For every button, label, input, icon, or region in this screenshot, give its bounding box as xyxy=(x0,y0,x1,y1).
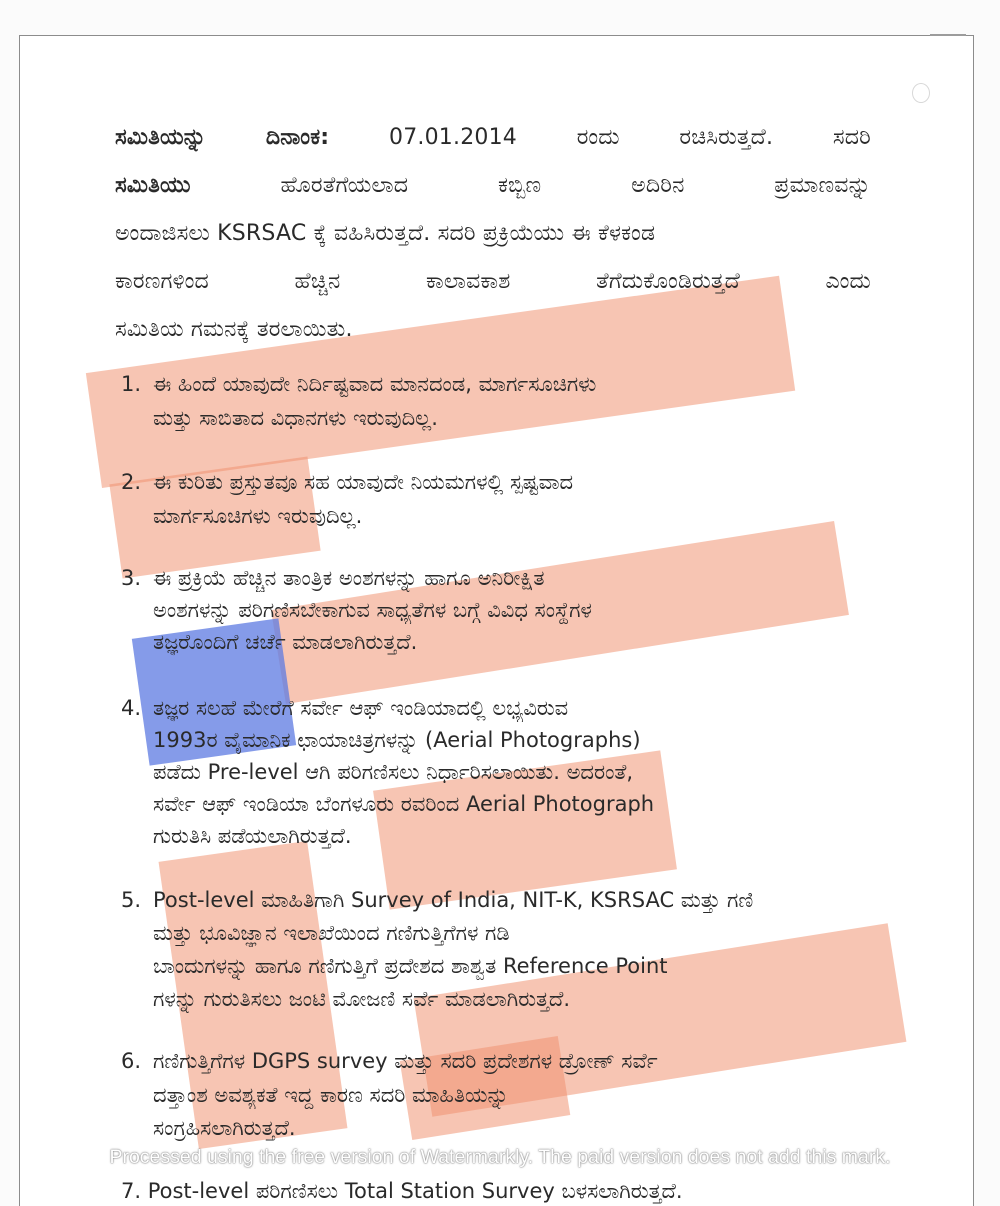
intro-line-4 xyxy=(115,268,871,296)
text-line: ಸಮಿತಿಯ ಗಮನಕ್ಕೆ ತರಲಾಯಿತು. xyxy=(115,317,353,342)
item-number: 4. xyxy=(121,696,142,720)
text-word: ಸಮಿತಿಯನ್ನು xyxy=(115,125,207,150)
text-word: ಸದರಿ xyxy=(832,125,871,150)
item-5-line-1: Post-level ಮಾಹಿತಿಗಾಗಿ Survey of India, NIT-K, KSRSAC ಮತ್ತು ಗಣಿ xyxy=(153,888,754,912)
item-5-line-3: ಬಾಂದುಗಳನ್ನು ಹಾಗೂ ಗಣಿಗುತ್ತಿಗೆ ಪ್ರದೇಶದ ಶಾಶ್ವತ Reference Point xyxy=(153,954,668,978)
item-4-line-3: ಪಡೆದು Pre-level ಆಗಿ ಪರಿಗಣಿಸಲು ನಿರ್ಧಾರಿಸಲಾಯಿತು. ಅದರಂತೆ, xyxy=(153,760,634,784)
text-line: ಅಂದಾಜಿಸಲು KSRSAC ಕ್ಕೆ ವಹಿಸಿರುತ್ತದೆ. ಸದರಿ ಪ್ರಕ್ರಿಯೆಯು ಈ ಕೆಳಕಂಡ xyxy=(115,221,656,246)
text-word: ದಿನಾಂಕ: xyxy=(265,125,330,150)
item-2-line-2: ಮಾರ್ಗಸೂಚಿಗಳು ಇರುವುದಿಲ್ಲ. xyxy=(153,504,363,528)
intro-line-2 xyxy=(115,172,871,200)
item-5-line-2: ಮತ್ತು ಭೂವಿಜ್ಞಾನ ಇಲಾಖೆಯಿಂದ ಗಣಿಗುತ್ತಿಗೆಗಳ ಗಡಿ xyxy=(153,921,510,945)
text-word: ಕಬ್ಬಿಣ xyxy=(497,173,542,198)
item-6-line-2: ದತ್ತಾಂಶ ಅವಶ್ಯಕತೆ ಇದ್ದ ಕಾರಣ ಸದರಿ ಮಾಹಿತಿಯನ್ನು xyxy=(153,1083,509,1107)
intro-line-3 xyxy=(115,220,871,248)
item-5-line-4: ಗಳನ್ನು ಗುರುತಿಸಲು ಜಂಟಿ ಮೋಜಣಿ ಸರ್ವೆ ಮಾಡಲಾಗಿರುತ್ತದೆ. xyxy=(153,987,571,1011)
watermark-text: Processed using the free version of Watermarkly. The paid version does not add this mark. xyxy=(109,1146,891,1168)
text-word: ಸಮಿತಿಯು xyxy=(115,173,191,198)
text-word: ಕಾಲಾವಕಾಶ xyxy=(426,269,511,294)
item-6-line-3: ಸಂಗ್ರಹಿಸಲಾಗಿರುತ್ತದೆ. xyxy=(153,1116,296,1140)
item-4-line-1: ತಜ್ಞರ ಸಲಹೆ ಮೇರೆಗೆ ಸರ್ವೇ ಆಫ್ ಇಂಡಿಯಾದಲ್ಲಿ ಲಭ್ಯವಿರುವ xyxy=(153,696,569,720)
item-number: 2. xyxy=(121,470,142,494)
item-2-line-1: ಈ ಕುರಿತು ಪ್ರಸ್ತುತವೂ ಸಹ ಯಾವುದೇ ನಿಯಮಗಳಲ್ಲಿ ಸ್ಪಷ್ಟವಾದ xyxy=(153,470,574,494)
text-date: 07.01.2014 xyxy=(389,125,517,150)
text-word: ಹೊರತೆಗೆಯಲಾದ xyxy=(280,173,409,198)
item-3-line-2: ಅಂಶಗಳನ್ನು ಪರಿಗಣಿಸಬೇಕಾಗುವ ಸಾಧ್ಯತೆಗಳ ಬಗ್ಗೆ ವಿವಿಧ ಸಂಸ್ಥೆಗಳ xyxy=(153,598,592,622)
text-word: ರಂದು xyxy=(576,125,620,150)
text-word: ತೆಗೆದುಕೊಂಡಿರುತ್ತದೆ xyxy=(596,269,740,294)
item-number: 1. xyxy=(121,372,142,396)
text-word: ಕಾರಣಗಳಿಂದ xyxy=(115,269,209,294)
text-word: ಪ್ರಮಾಣವನ್ನು xyxy=(774,173,871,198)
item-3-line-3: ತಜ್ಞರೊಂದಿಗೆ ಚರ್ಚೆ ಮಾಡಲಾಗಿರುತ್ತದೆ. xyxy=(153,630,418,654)
item-number: 3. xyxy=(121,566,142,590)
item-4-line-2: 1993ರ ವೈಮಾನಿಕ ಛಾಯಾಚಿತ್ರಗಳನ್ನು (Aerial Photographs) xyxy=(153,728,641,752)
item-number: 6. xyxy=(121,1049,142,1073)
intro-line-5 xyxy=(115,316,871,344)
item-number: 5. xyxy=(121,888,142,912)
item-4-line-5: ಗುರುತಿಸಿ ಪಡೆಯಲಾಗಿರುತ್ತದೆ. xyxy=(153,824,352,848)
text-word: ಹೆಚ್ಚಿನ xyxy=(294,269,341,294)
item-7-partial-line: 7. Post-level ಪರಿಗಣಿಸಲು Total Station Survey ಬಳಸಲಾಗಿರುತ್ತದೆ. xyxy=(121,1179,683,1203)
text-word: ಅದಿರಿನ xyxy=(631,173,685,198)
item-6-line-1: ಗಣಿಗುತ್ತಿಗೆಗಳ DGPS survey ಮತ್ತು ಸದರಿ ಪ್ರದೇಶಗಳ ಡ್ರೋಣ್ ಸರ್ವೆ xyxy=(153,1049,658,1073)
item-4-line-4: ಸರ್ವೇ ಆಫ್ ಇಂಡಿಯಾ ಬೆಂಗಳೂರು ರವರಿಂದ Aerial Photograph xyxy=(153,792,655,816)
item-1-line-2: ಮತ್ತು ಸಾಬಿತಾದ ವಿಧಾನಗಳು ಇರುವುದಿಲ್ಲ. xyxy=(153,406,438,430)
item-1-line-1: ಈ ಹಿಂದೆ ಯಾವುದೇ ನಿರ್ದಿಷ್ಟವಾದ ಮಾನದಂಡ, ಮಾರ್ಗಸೂಚಿಗಳು xyxy=(153,372,597,396)
text-word: ರಚಿಸಿರುತ್ತದೆ. xyxy=(679,125,774,150)
intro-line-1 xyxy=(115,124,871,152)
text-word: ಎಂದು xyxy=(825,269,871,294)
item-3-line-1: ಈ ಪ್ರಕ್ರಿಯೆ ಹೆಚ್ಚಿನ ತಾಂತ್ರಿಕ ಅಂಶಗಳನ್ನು ಹಾಗೂ ಅನಿರೀಕ್ಷಿತ xyxy=(153,566,545,590)
